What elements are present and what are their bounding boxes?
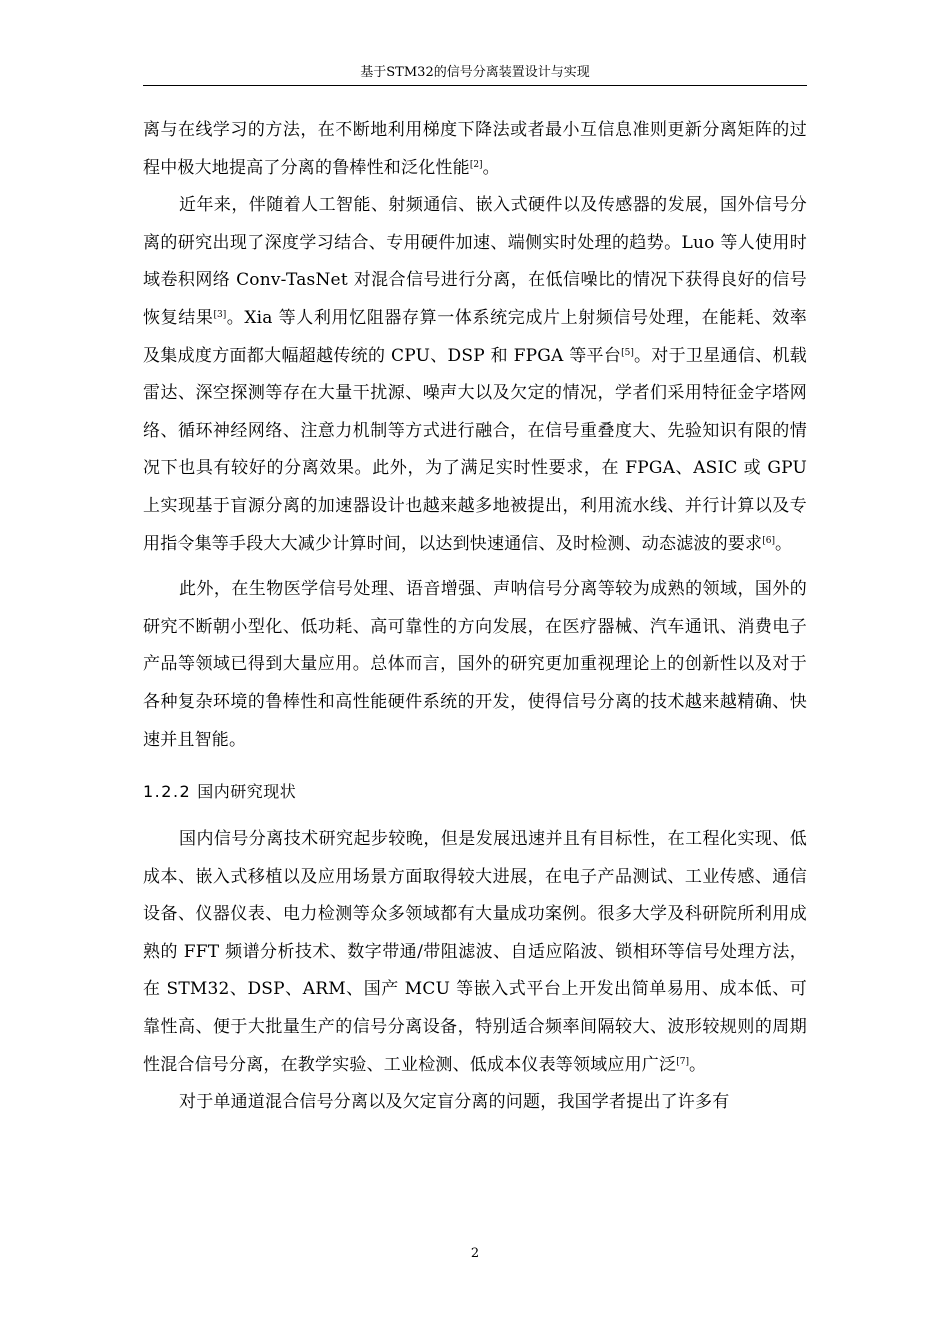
section-number: 1.2.2	[143, 782, 192, 802]
citation-ref[interactable]: [5]	[621, 347, 634, 358]
paragraph-text: 。	[688, 1054, 707, 1075]
header-rule	[143, 85, 807, 86]
paragraph-text: 离与在线学习的方法，在不断地利用梯度下降法或者最小互信息准则更新分离矩阵的过程中极大地提高了分离的鲁棒性和泛化性能	[143, 120, 807, 178]
section-title: 国内研究现状	[197, 782, 297, 802]
paragraph-text: 。对于卫星通信、机载雷达、深空探测等存在大量干扰源、噪声大以及欠定的情况，学者们采用特征金字塔网络、循环神经网络、注意力机制等方式进行融合，在信号重叠度大、先验知识有限的情况下也具有较好的分离效果。此外，为了满足实时性要求，在 FPGA、ASIC 或 GPU 上实现基于盲源分离的加速器设计也越来越多地被提出，利用流水线、并行计算以及专用指令集等手段大大减少计算时间，以达到快速通信、及时检测、动态滤波的要求	[143, 345, 807, 554]
paragraph-text: 。Xia 等人利用忆阻器存算一体系统完成片上射频信号处理，在能耗、效率及集成度方面都大幅超越传统的 CPU、DSP 和 FPGA 等平台	[143, 307, 807, 366]
section-heading	[143, 781, 807, 803]
paragraph-text: 对于单通道混合信号分离以及欠定盲分离的问题，我国学者提出了许多有	[179, 1092, 730, 1113]
paragraph-text: 。	[482, 157, 500, 178]
page-number: 2	[470, 1246, 480, 1261]
paragraph-1	[143, 112, 807, 187]
paragraph-gap	[143, 563, 807, 571]
citation-ref[interactable]: [3]	[213, 309, 227, 320]
paragraph-3	[143, 571, 807, 759]
paragraph-5	[143, 1084, 807, 1122]
paragraph-text: 。	[774, 533, 793, 554]
citation-ref[interactable]: [6]	[762, 535, 775, 546]
paragraph-4	[143, 821, 807, 1084]
paragraph-text: 国内信号分离技术研究起步较晚，但是发展迅速并且有目标性，在工程化实现、低成本、嵌入式移植以及应用场景方面取得较大进展，在电子产品测试、工业传感、通信设备、仪器仪表、电力检测等众多领域都有大量成功案例。很多大学及科研院所利用成熟的 FFT 频谱分析技术、数字带通/带阻滤波、自适应陷波、锁相环等信号处理方法，在 STM32、DSP、ARM、国产 MCU 等嵌入式平台上开发出简单易用、成本低、可靠性高、便于大批量生产的信号分离设备，特别适合频率间隔较大、波形较规则的周期性混合信号分离，在教学实验、工业检测、低成本仪表等领域应用广泛	[143, 829, 807, 1075]
citation-ref[interactable]: [2]	[469, 159, 483, 170]
running-header: 基于STM32的信号分离装置设计与实现	[360, 65, 590, 80]
paragraph-text: 近年来，伴随着人工智能、射频通信、嵌入式硬件以及传感器的发展，国外信号分离的研究出现了深度学习结合、专用硬件加速、端侧实时处理的趋势。Luo 等人使用时域卷积网络 Conv-TasNet 对混合信号进行分离，在低信噪比的情况下获得良好的信号恢复结果	[143, 195, 807, 328]
paragraph-2	[143, 187, 807, 563]
citation-ref[interactable]: [7]	[676, 1056, 689, 1067]
paragraph-text: 此外，在生物医学信号处理、语音增强、声呐信号分离等较为成熟的领域，国外的研究不断朝小型化、低功耗、高可靠性的方向发展，在医疗器械、汽车通讯、消费电子产品等领域已得到大量应用。总体而言，国外的研究更加重视理论上的创新性以及对于各种复杂环境的鲁棒性和高性能硬件系统的开发，使得信号分离的技术越来越精确、快速并且智能。	[143, 579, 807, 750]
body-text	[143, 112, 807, 1122]
